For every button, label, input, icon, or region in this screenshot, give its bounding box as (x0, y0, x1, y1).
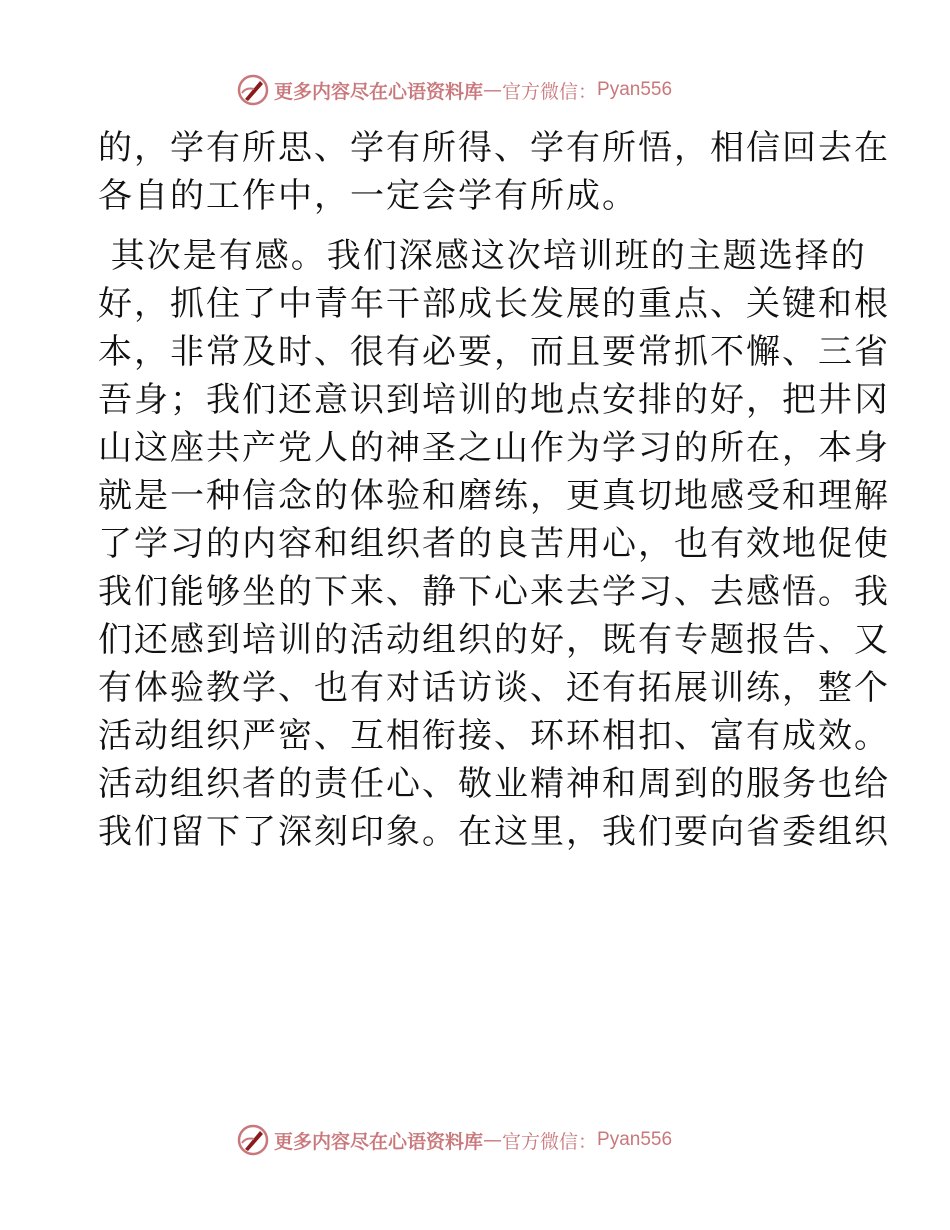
text-line: 活动组织者的责任心、敬业精神和周到的服务也给 (98, 764, 890, 804)
footer-watermark (236, 1122, 672, 1158)
text-line: 就是一种信念的体验和磨练，更真切地感受和理解 (98, 476, 890, 516)
text-line: 的，学有所思、学有所得、学有所悟，相信回去在 (98, 128, 890, 168)
text-line: 我们能够坐的下来、静下心来去学习、去感悟。我 (98, 572, 890, 612)
watermark-wechat-label: 官方微信： (502, 1130, 598, 1153)
watermark-wechat-label: 官方微信： (502, 80, 598, 103)
watermark-site-text: 更多内容尽在心语资料库 (274, 1130, 484, 1153)
watermark-wechat-id: Pyan556 (597, 79, 673, 100)
quill-logo-icon (236, 73, 270, 107)
text-line: 们还感到培训的活动组织的好，既有专题报告、又 (98, 620, 890, 660)
text-line: 山这座共产党人的神圣之山作为学习的所在，本身 (98, 428, 890, 468)
watermark-wechat-id: Pyan556 (597, 1129, 673, 1150)
quill-logo-icon (236, 1123, 270, 1157)
paragraph-1 (98, 124, 890, 220)
text-line: 了学习的内容和组织者的良苦用心，也有效地促使 (98, 524, 890, 564)
body-text (98, 124, 890, 856)
text-line: 各自的工作中，一定会学有所成。 (98, 176, 638, 216)
text-line: 吾身；我们还意识到培训的地点安排的好，把井冈 (98, 380, 890, 420)
watermark-site-text: 更多内容尽在心语资料库 (274, 80, 484, 103)
text-line: 活动组织严密、互相衔接、环环相扣、富有成效。 (98, 716, 890, 756)
header-watermark (236, 72, 672, 108)
watermark-dash: — (483, 1129, 503, 1151)
text-line: 其次是有感。我们深感这次培训班的主题选择的 (98, 236, 867, 276)
text-line: 我们留下了深刻印象。在这里，我们要向省委组织 (98, 812, 890, 852)
text-line: 本，非常及时、很有必要，而且要常抓不懈、三省 (98, 332, 890, 372)
paragraph-2 (98, 232, 890, 856)
watermark-dash: — (483, 79, 503, 101)
text-line: 好，抓住了中青年干部成长发展的重点、关键和根 (98, 284, 890, 324)
text-line: 有体验教学、也有对话访谈、还有拓展训练，整个 (98, 668, 890, 708)
